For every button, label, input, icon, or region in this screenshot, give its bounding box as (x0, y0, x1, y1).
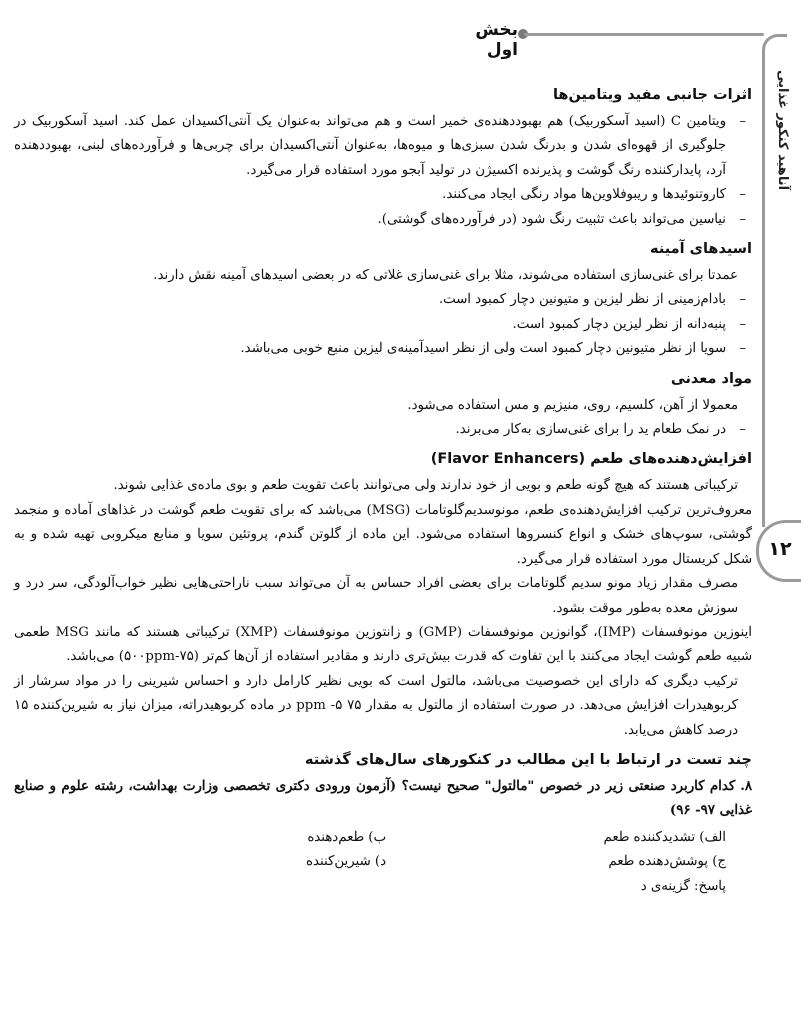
page-number: ۱۲ (768, 538, 792, 560)
list-item: – سویا از نظر متیونین دچار کمبود است ولی از نظر اسیدآمینه‌ی لیزین منبع خوبی می‌باشد. (14, 337, 752, 361)
header-rule (524, 33, 764, 36)
paragraph: اینوزین مونوفسفات (IMP)، گوانوزین مونوفسفات (GMP) و زانتوزین مونوفسفات (XMP) ترکیباتی هستند که مانند MSG طعمی شبیه طعم گوشت ایجاد می‌کنند با این تفاوت که قدرت بیش‌تری دارند و مقادیر استفاده از آن‌ها کم‌تر (۷۵-۵۰۰ppm) می‌باشد. (14, 624, 752, 665)
chapter-title: بخش اول (475, 20, 518, 60)
list-item: – کاروتنوئیدها و ریبوفلاوین‌ها مواد رنگی ایجاد می‌کنند. (14, 183, 752, 207)
section-heading-minerals: مواد معدنی (670, 370, 752, 387)
paragraph: معمولا از آهن، کلسیم، روی، منیزیم و مس استفاده می‌شود. (407, 397, 738, 413)
paragraph: معروف‌ترین ترکیب افزایش‌دهنده‌ی طعم، مونوسدیم‌گلوتامات (MSG) می‌باشد که برای تقویت طعم گوشت در غذاهای آماده و منجمد گوشتی، سوپ‌های خشک و انواع کنسروها استفاده می‌شود. این ماده از گلوتن گندم، پروتئین سویا و منابع میکروبی تهیه شده و به شکل کریستال مورد استفاده قرار می‌گیرد. (14, 502, 752, 567)
option-c: ج) پوشش‌دهنده طعم (608, 854, 726, 870)
list-item: – در نمک طعام ید را برای غنی‌سازی به‌کار می‌برند. (14, 418, 752, 442)
option-a: الف) تشدیدکننده طعم (603, 829, 726, 845)
section-heading-flavor-enhancers: افزایش‌دهنده‌های طعم (Flavor Enhancers) (430, 451, 752, 468)
option-d: د) شیرین‌کننده (306, 854, 386, 870)
paragraph: عمدتا برای غنی‌سازی استفاده می‌شوند، مثلا برای غنی‌سازی غلاتی که در بعضی اسیدهای آمینه نقش دارند. (153, 268, 738, 284)
list-item: – ویتامین C (اسید آسکوربیک) هم بهبوددهنده‌ی خمیر است و هم می‌تواند به‌عنوان یک آنتی‌اکسیدان عمل کند. اسید آسکوربیک در جلوگیری از قهوه‌ای شدن و بدرنگ شدن سبزی‌ها و میوه‌ها، به‌عنوان آنتی‌اکسیدان برای چربی‌ها و فرآورده‌های لبنی، بهبوددهنده آرد، پایدارکننده رنگ گوشت و پذیرنده اکسیژن در تولید آبجو مورد استفاده قرار می‌گیرد. (14, 110, 752, 183)
paragraph: ترکیب دیگری که دارای این خصوصیت می‌باشد، مالتول است که بویی نظیر کارامل دارد و احساس شیرینی را در مواد سرشار از کربوهیدرات افزایش می‌دهد. در صورت استفاده از مالتول به مقدار ۷۵ ppm -۵ در ماده کربوهیدراته، میزان نیاز به شیرین‌کننده ۱۵ درصد کاهش می‌یابد. (14, 673, 738, 738)
section-heading-tests: چند تست در ارتباط با این مطالب در کنکورهای سال‌های گذشته (304, 751, 752, 768)
answer: پاسخ: گزینه‌ی د (640, 878, 726, 894)
section-heading-amino-acids: اسیدهای آمینه (650, 241, 752, 258)
question (14, 775, 752, 824)
paragraph: مصرف مقدار زیاد مونو سدیم گلوتامات برای بعضی افراد حساس به آن می‌تواند سبب ناراحتی‌هایی نظیر خواب‌آلودگی، سر درد و سوزش معده به‌طور موقت بشود. (14, 576, 738, 616)
list-item: – بادام‌زمینی از نظر لیزین و متیونین دچار کمبود است. (14, 288, 752, 312)
question-text: کدام کاربرد صنعتی زیر در خصوص "مالتول" صحیح نیست؟ (آزمون ورودی دکتری تخصصی وزارت بهداشت، رشته علوم و صنایع غذایی ۹۷- ۹۶) (14, 778, 752, 819)
paragraph: ترکیباتی هستند که هیچ گونه طعم و بویی از خود ندارند ولی می‌توانند باعث تقویت طعم و بوی ماده‌ی غذایی شوند. (113, 478, 738, 494)
question-number: ۸. (740, 778, 752, 794)
side-label: آناهید کنکور غذایی (775, 69, 790, 190)
list-item: – نیاسین می‌تواند باعث تثبیت رنگ شود (در فرآورده‌های گوشتی). (14, 208, 752, 232)
question-options (14, 826, 752, 875)
option-b: ب) طعم‌دهنده (307, 829, 386, 845)
page-content (14, 78, 752, 899)
list-item: – پنبه‌دانه از نظر لیزین دچار کمبود است. (14, 313, 752, 337)
section-heading-vitamins: اثرات جانبی مفید ویتامین‌ها (552, 87, 752, 103)
